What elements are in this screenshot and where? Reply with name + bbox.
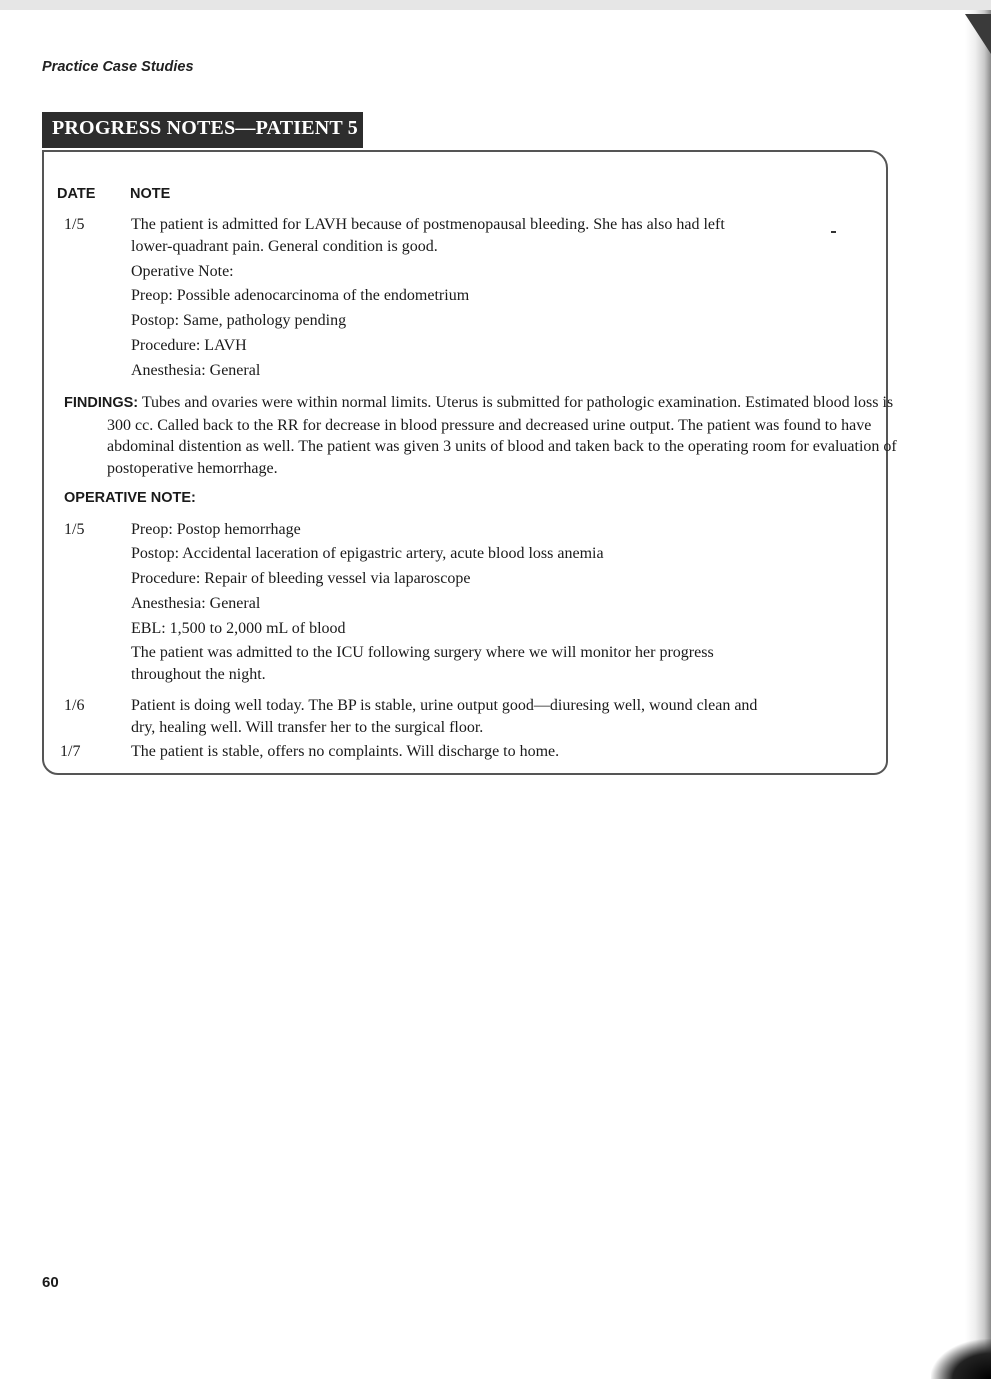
note-line: Procedure: Repair of bleeding vessel via laparoscope xyxy=(131,570,471,587)
note-line: lower-quadrant pain. General condition is good. xyxy=(131,238,438,255)
page-number: 60 xyxy=(42,1274,59,1291)
scan-top-band xyxy=(0,0,991,10)
note-line: Patient is doing well today. The BP is stable, urine output good—diuresing well, wound clean and xyxy=(131,697,758,714)
note-line: Preop: Possible adenocarcinoma of the endometrium xyxy=(131,287,470,304)
page-curl-top xyxy=(965,14,991,54)
note-line: Anesthesia: General xyxy=(131,595,261,612)
note-line: throughout the night. xyxy=(131,666,266,683)
entry-date: 1/6 xyxy=(64,697,85,714)
operative-note-header: OPERATIVE NOTE: xyxy=(64,490,196,506)
page-curl-shadow xyxy=(965,10,991,1379)
note-line: Postop: Accidental laceration of epigastric artery, acute blood loss anemia xyxy=(131,545,604,562)
section-title: PROGRESS NOTES—PATIENT 5 xyxy=(42,112,363,148)
findings-paragraph xyxy=(64,392,897,480)
note-line: The patient is stable, offers no complaints. Will discharge to home. xyxy=(131,743,560,760)
note-line: Anesthesia: General xyxy=(131,362,261,379)
page-curl-bottom xyxy=(931,1339,991,1379)
note-line: Preop: Postop hemorrhage xyxy=(131,521,301,538)
note-line: The patient was admitted to the ICU following surgery where we will monitor her progress xyxy=(131,644,714,661)
note-line: dry, healing well. Will transfer her to the surgical floor. xyxy=(131,719,484,736)
note-line: Operative Note: xyxy=(131,263,234,280)
entry-date: 1/7 xyxy=(60,743,81,760)
note-line: The patient is admitted for LAVH because of postmenopausal bleeding. She has also had left xyxy=(131,216,725,233)
scan-mark xyxy=(831,231,836,233)
note-line: Postop: Same, pathology pending xyxy=(131,312,347,329)
date-column-header: DATE xyxy=(57,186,96,202)
findings-text: Tubes and ovaries were within normal limits. Uterus is submitted for pathologic examination. Estimated blood loss is 300 cc. Called back to the RR for decrease in blood pressure and decreased urine output. The patient was found to have abdominal distention as well. The patient was given 3 units of blood and taken back to the operating room for evaluation of postoperative hemorrhage. xyxy=(107,394,897,478)
note-line: EBL: 1,500 to 2,000 mL of blood xyxy=(131,620,346,637)
note-line: Procedure: LAVH xyxy=(131,337,247,354)
findings-label: FINDINGS: xyxy=(64,395,139,411)
note-column-header: NOTE xyxy=(130,186,171,202)
entry-date: 1/5 xyxy=(64,521,85,538)
running-head: Practice Case Studies xyxy=(42,59,194,75)
entry-date: 1/5 xyxy=(64,216,85,233)
